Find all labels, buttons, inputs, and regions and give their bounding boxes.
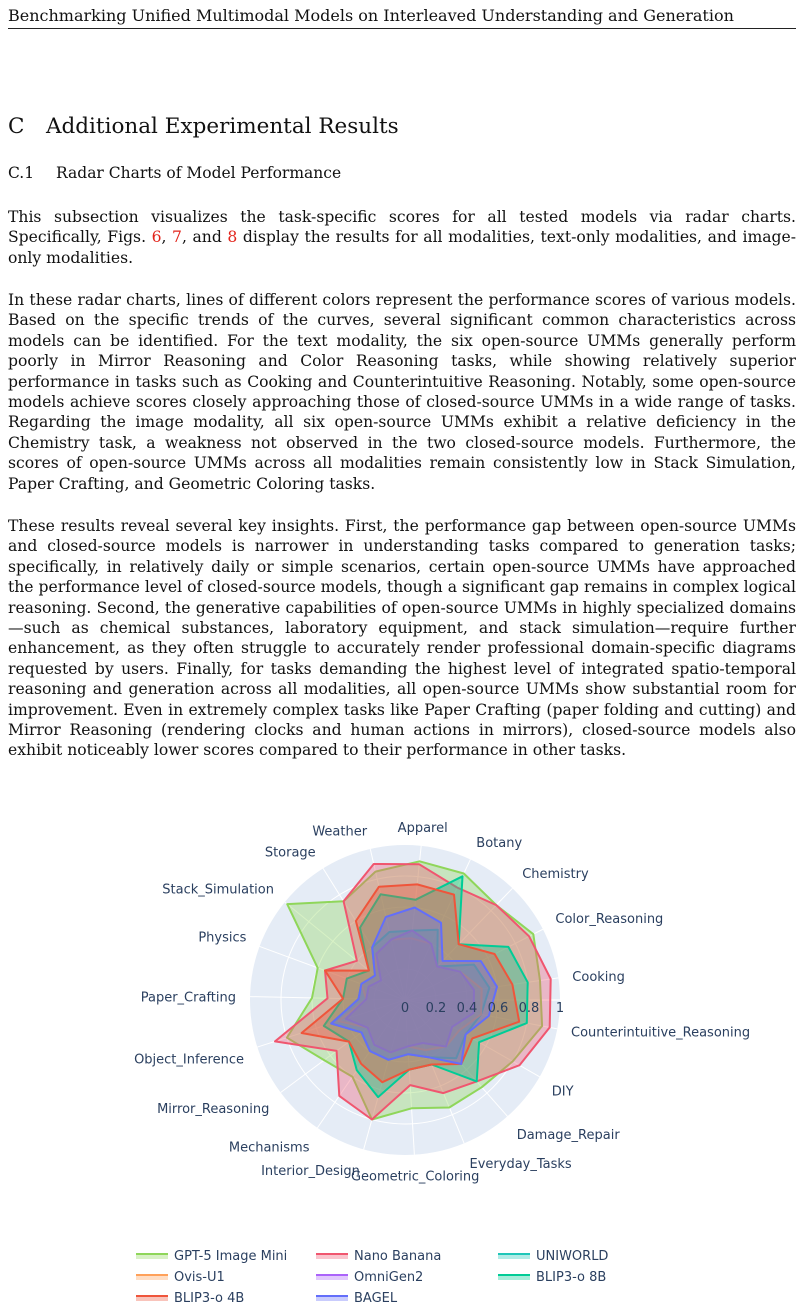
radar-axis-label-physics: Physics xyxy=(198,930,247,946)
legend-swatch xyxy=(136,1253,168,1259)
radar-axis-label-chemistry: Chemistry xyxy=(522,867,589,883)
subsection-title-text: Radar Charts of Model Performance xyxy=(56,164,342,182)
paragraph-3: These results reveal several key insights. First, the performance gap between open-source UMMs and closed-source models is narrower in understanding tasks compared to generation tasks; specifically, in relatively daily or simple scenarios, certain open-source UMMs have approached the performance level of closed-source models, though a significant gap remains in complex logical reasoning. Second, the generative capabilities of open-source UMMs in highly specialized domains—such as chemical substances, laboratory equipment, and stack simulation—require further enhancement, as they often struggle to accurately render professional domain-specific diagrams requested by users. Finally, for tasks demanding the highest level of integrated spatio-temporal reasoning and generation across all modalities, all open-source UMMs show substantial room for improvement. Even in extremely complex tasks like Paper Crafting (paper folding and cutting) and Mirror Reasoning (rendering clocks and human actions in mirrors), closed-source models also exhibit noticeably lower scores compared to their performance in other tasks. xyxy=(8,517,796,760)
radial-tick-label: 0.8 xyxy=(518,1001,540,1016)
radar-axis-label-object-inference: Object_Inference xyxy=(134,1052,244,1068)
radial-tick-label: 0 xyxy=(400,1001,410,1016)
radar-axis-label-geometric-coloring: Geometric_Coloring xyxy=(350,1169,480,1185)
radar-axis-label-mechanisms: Mechanisms xyxy=(228,1140,310,1156)
radar-axis-label-paper-crafting: Paper_Crafting xyxy=(140,990,236,1006)
legend-swatch xyxy=(136,1274,168,1280)
legend-label: UNIWORLD xyxy=(536,1248,609,1264)
radar-axis-label-weather: Weather xyxy=(312,824,368,840)
legend-swatch xyxy=(316,1253,348,1259)
legend-label: GPT-5 Image Mini xyxy=(174,1248,288,1264)
paragraph-1 xyxy=(8,207,796,268)
chart-legend xyxy=(136,1246,656,1308)
legend-swatch xyxy=(316,1274,348,1280)
paragraph-1-text-c: , and xyxy=(181,228,228,247)
legend-swatch xyxy=(316,1295,348,1301)
paragraph-2: In these radar charts, lines of different colors represent the performance scores of various models. Based on the specific trends of the curves, several significant common characteristics across models can be identified. For the text modality, the six open-source UMMs generally perform poorly in Mirror Reasoning and Color Reasoning tasks, while showing relatively superior performance in tasks such as Cooking and Counterintuitive Reasoning. Notably, some open-source models achieve scores closely approaching those of closed-source UMMs in a wide range of tasks. Regarding the image modality, all six open-source UMMs exhibit a relative deficiency in the Chemistry task, a weakness not observed in the two closed-source models. Furthermore, the scores of open-source UMMs across all modalities remain consistently low in Stack Simulation, Paper Crafting, and Geometric Coloring tasks. xyxy=(8,291,796,493)
paragraph-1-text-b: , xyxy=(161,228,173,247)
radar-axis-label-cooking: Cooking xyxy=(572,969,625,985)
radar-axis-label-interior-design: Interior_Design xyxy=(261,1163,360,1179)
legend-swatch xyxy=(498,1253,530,1259)
legend-item[interactable] xyxy=(316,1288,397,1308)
legend-label: Nano Banana xyxy=(354,1248,442,1264)
legend-item[interactable] xyxy=(316,1267,423,1287)
radar-axis-label-everyday-tasks: Everyday_Tasks xyxy=(469,1157,572,1173)
legend-item[interactable] xyxy=(498,1246,608,1266)
legend-label: BLIP3-o 4B xyxy=(174,1290,245,1306)
legend-label: Ovis-U1 xyxy=(174,1269,225,1285)
legend-swatch xyxy=(136,1295,168,1301)
running-head: Benchmarking Unified Multimodal Models on Interleaved Understanding and Generation xyxy=(8,6,796,29)
legend-item[interactable] xyxy=(136,1288,244,1308)
paragraph-1-text-a: This subsection visualizes the task-specific scores for all tested models via radar charts. Specifically, Figs. xyxy=(8,208,796,247)
legend-item[interactable] xyxy=(136,1267,225,1287)
radar-axis-label-damage-repair: Damage_Repair xyxy=(516,1127,620,1143)
radar-axis-label-apparel: Apparel xyxy=(397,820,448,836)
radar-chart xyxy=(120,805,760,1185)
radial-tick-label: 0.2 xyxy=(425,1001,447,1016)
section-number: C xyxy=(8,114,25,139)
legend-label: BAGEL xyxy=(354,1290,398,1306)
legend-item[interactable] xyxy=(136,1246,287,1266)
radar-axis-label-botany: Botany xyxy=(476,835,523,851)
legend-label: OmniGen2 xyxy=(354,1269,424,1285)
radial-tick-label: 0.6 xyxy=(487,1001,509,1016)
legend-item[interactable] xyxy=(316,1246,441,1266)
section-title xyxy=(8,114,399,140)
figure-ref-6[interactable]: 6 xyxy=(151,228,162,247)
radar-axis-label-mirror-reasoning: Mirror_Reasoning xyxy=(157,1101,270,1117)
radar-axis-label-storage: Storage xyxy=(264,845,316,861)
legend-swatch xyxy=(498,1274,530,1280)
legend-label: BLIP3-o 8B xyxy=(536,1269,607,1285)
figure-ref-8[interactable]: 8 xyxy=(227,228,238,247)
paragraph-1-text-d: display the results for all modalities, text-only modalities, and image-only modalities. xyxy=(8,228,797,267)
legend-item[interactable] xyxy=(498,1267,606,1287)
subsection-title xyxy=(8,163,341,183)
section-title-text: Additional Experimental Results xyxy=(46,114,399,139)
figure-ref-7[interactable]: 7 xyxy=(172,228,182,247)
radar-axis-label-counterintuitive-reasoning: Counterintuitive_Reasoning xyxy=(571,1025,751,1041)
subsection-number: C.1 xyxy=(8,164,35,182)
radar-axis-label-color-reasoning: Color_Reasoning xyxy=(555,911,664,927)
radar-axis-label-diy: DIY xyxy=(551,1084,574,1100)
radar-axis-label-stack-simulation: Stack_Simulation xyxy=(162,882,274,898)
radial-tick-label: 0.4 xyxy=(456,1001,478,1016)
radial-tick-label: 1 xyxy=(555,1001,565,1016)
